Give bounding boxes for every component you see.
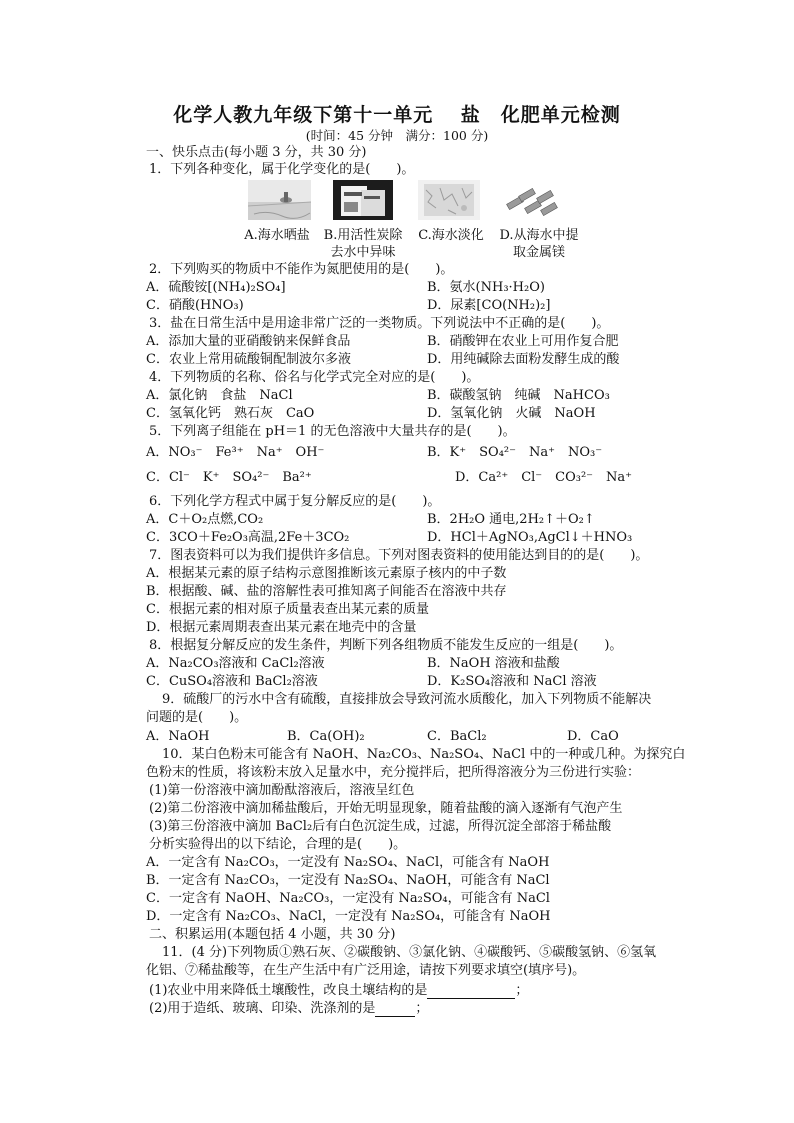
option-d: D．用纯碱除去面粉发酵生成的酸 <box>427 352 620 367</box>
section-heading: 一、快乐点击(每小题 3 分，共 30 分) <box>146 145 367 160</box>
question-stem: 10．某白色粉末可能含有 NaOH、Na₂CO₃、Na₂SO₄、NaCl 中的一种或几种。为探究白 <box>162 747 686 762</box>
option-c: C．氢氧化钙 熟石灰 CaO <box>146 406 315 421</box>
option-label: B.用活性炭除 <box>323 228 403 243</box>
question-stem: 11．(4 分)下列物质①熟石灰、②碳酸钠、③氯化钠、④碳酸钙、⑤碳酸氢钠、⑥氢氧 <box>162 945 657 960</box>
option-b: B．NaOH 溶液和盐酸 <box>427 656 560 671</box>
option-b: B．氨水(NH₃·H₂O) <box>427 280 545 295</box>
option-b: B．碳酸氢钠 纯碱 NaHCO₃ <box>427 388 610 403</box>
question-stem-cont: 化铝、⑦稀盐酸等，在生产生活中有广泛用途，请按下列要求填空(填序号)。 <box>146 963 586 978</box>
option-a: A．Na₂CO₃溶液和 CaCl₂溶液 <box>146 656 325 671</box>
answer-blank[interactable] <box>427 985 515 999</box>
option-a: A．根据某元素的原子结构示意图推断该元素原子核内的中子数 <box>146 566 507 581</box>
option-c: C．根据元素的相对原子质量表查出某元素的质量 <box>146 602 429 617</box>
question-stem: 6．下列化学方程式中属于复分解反应的是( )。 <box>149 494 441 509</box>
question-stem: 1．下列各种变化，属于化学变化的是( )。 <box>149 162 415 177</box>
question-prompt: 分析实验得出的以下结论，合理的是( )。 <box>149 837 407 852</box>
desalination-photo-icon <box>418 180 480 220</box>
option-d: D．K₂SO₄溶液和 NaCl 溶液 <box>427 674 597 689</box>
question-stem: 3．盐在日常生活中是用途非常广泛的一类物质。下列说法中不正确的是( )。 <box>149 316 610 331</box>
option-a: A．C＋O₂点燃,CO₂ <box>146 512 264 527</box>
option-b: B．2H₂O 通电,2H₂↑＋O₂↑ <box>427 512 595 527</box>
question-stem: 2．下列购买的物质中不能作为氮肥使用的是( )。 <box>149 262 454 277</box>
exam-info: (时间：45 分钟 满分：100 分) <box>305 128 489 143</box>
option-b: B．根据酸、碱、盐的溶解性表可推知离子间能否在溶液中共存 <box>146 584 507 599</box>
option-d: D．CaO <box>567 729 619 744</box>
fill-in-item <box>149 983 528 999</box>
option-d: D．氢氧化钠 火碱 NaOH <box>427 406 596 421</box>
question-stem: 8．根据复分解反应的发生条件，判断下列各组物质不能发生反应的一组是( )。 <box>149 638 623 653</box>
option-b: B．Ca(OH)₂ <box>287 729 365 744</box>
experiment-step: (1)第一份溶液中滴加酚酞溶液后，溶液呈红色 <box>149 783 415 798</box>
option-c: C．农业上常用硫酸铜配制波尔多液 <box>146 352 351 367</box>
fill-in-end: ； <box>515 983 529 998</box>
question-stem-cont: 问题的是( )。 <box>146 710 248 725</box>
section-heading: 二、积累运用(本题包括 4 小题，共 30 分) <box>149 927 396 942</box>
option-d: D．HCl＋AgNO₃,AgCl↓＋HNO₃ <box>427 530 633 545</box>
option-c: C．CuSO₄溶液和 BaCl₂溶液 <box>146 674 318 689</box>
option-a: A．NO₃⁻ Fe³⁺ Na⁺ OH⁻ <box>146 445 325 460</box>
option-label: D.从海水中提 <box>499 228 579 243</box>
option-b: B．K⁺ SO₄²⁻ Na⁺ NO₃⁻ <box>427 445 603 460</box>
option-d: D．一定含有 Na₂CO₃、NaCl，一定没有 Na₂SO₄，可能含有 NaOH <box>146 909 551 924</box>
option-label: 去水中异味 <box>330 245 396 260</box>
option-label: C.海水淡化 <box>418 228 484 243</box>
option-c: C．BaCl₂ <box>427 729 487 744</box>
magnesium-rods-photo-icon <box>503 180 563 220</box>
activated-carbon-photo-icon <box>333 180 393 220</box>
option-c: C．硝酸(HNO₃) <box>146 298 244 313</box>
option-c: C．3CO＋Fe₂O₃高温,2Fe＋3CO₂ <box>146 530 350 545</box>
option-label: A.海水晒盐 <box>244 228 310 243</box>
option-a: A．NaOH <box>146 729 210 744</box>
option-label: 取金属镁 <box>512 245 565 260</box>
experiment-step: (3)第三份溶液中滴加 BaCl₂后有白色沉淀生成，过滤，所得沉淀全部溶于稀盐酸 <box>149 819 612 834</box>
option-c: C．一定含有 NaOH、Na₂CO₃，一定没有 Na₂SO₄，可能含有 NaCl <box>146 891 550 906</box>
option-b: B．硝酸钾在农业上可用作复合肥 <box>427 334 619 349</box>
option-a: A．硫酸铵[(NH₄)₂SO₄] <box>146 280 286 295</box>
answer-blank[interactable] <box>375 1003 415 1017</box>
option-a: A．氯化钠 食盐 NaCl <box>146 388 293 403</box>
option-c: C．Cl⁻ K⁺ SO₄²⁻ Ba²⁺ <box>146 470 312 485</box>
option-d: D．Ca²⁺ Cl⁻ CO₃²⁻ Na⁺ <box>455 470 633 485</box>
option-a: A．添加大量的亚硝酸钠来保鲜食品 <box>146 334 351 349</box>
question-stem-cont: 色粉末的性质，将该粉末放入足量水中，充分搅拌后，把所得溶液分为三份进行实验： <box>146 765 641 780</box>
question-stem: 7．图表资料可以为我们提供许多信息。下列对图表资料的使用能达到目的的是( )。 <box>149 548 649 563</box>
question-stem: 9．硫酸厂的污水中含有硫酸，直接排放会导致河流水质酸化，加入下列物质不能解决 <box>162 692 652 707</box>
question-stem: 5．下列离子组能在 pH＝1 的无色溶液中大量共存的是( )。 <box>149 424 516 439</box>
fill-in-item <box>149 1001 428 1017</box>
fill-in-end: ； <box>415 1001 429 1016</box>
option-b: B．一定含有 Na₂CO₃，一定没有 Na₂SO₄、NaOH，可能含有 NaCl <box>146 873 550 888</box>
option-d: D．尿素[CO(NH₂)₂] <box>427 298 551 313</box>
option-d: D．根据元素周期表查出某元素在地壳中的含量 <box>146 620 417 635</box>
page-title: 化学人教九年级下第十一单元 盐 化肥单元检测 <box>173 104 621 126</box>
experiment-step: (2)第二份溶液中滴加稀盐酸后，开始无明显现象，随着盐酸的滴入逐渐有气泡产生 <box>149 801 623 816</box>
option-a: A．一定含有 Na₂CO₃，一定没有 Na₂SO₄、NaCl，可能含有 NaOH <box>146 855 550 870</box>
question-stem: 4．下列物质的名称、俗名与化学式完全对应的是( )。 <box>149 370 480 385</box>
salt-pan-photo-icon <box>248 180 311 220</box>
fill-in-prompt: (2)用于造纸、玻璃、印染、洗涤剂的是 <box>149 1001 376 1016</box>
fill-in-prompt: (1)农业中用来降低土壤酸性，改良土壤结构的是 <box>149 983 428 998</box>
